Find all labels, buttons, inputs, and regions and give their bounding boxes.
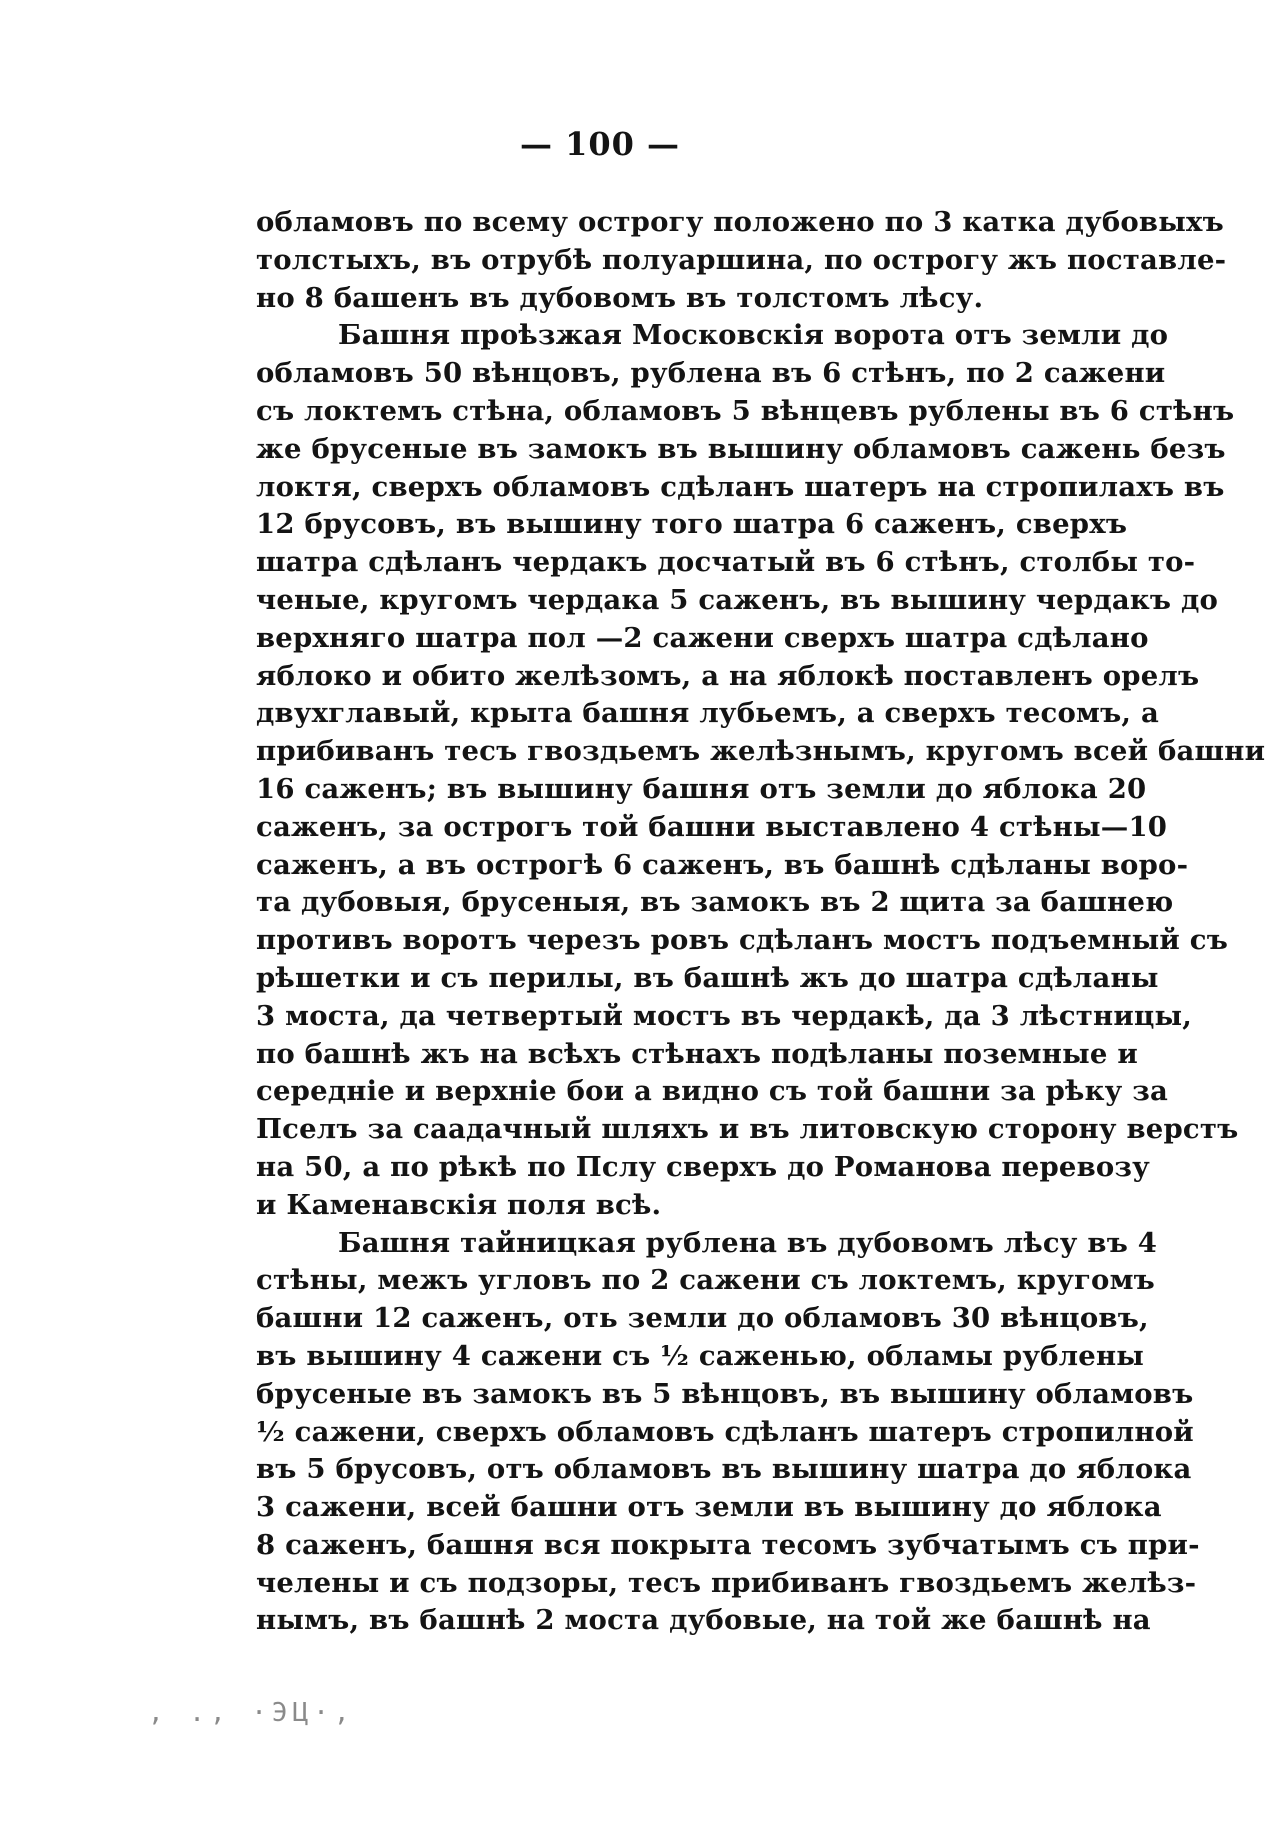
text-line: 8 саженъ, башня вся покрыта тесомъ зубчатымъ съ при- — [256, 1528, 1200, 1561]
text-line: въ вышину 4 сажени съ ½ саженью, обламы рублены — [256, 1339, 1145, 1372]
text-line: обламовъ 50 вѣнцовъ, рублена въ 6 стѣнъ, по 2 сажени — [256, 357, 1166, 390]
text-line: прибиванъ тесъ гвоздьемъ желѣзнымъ, кругомъ всей башни — [256, 735, 1265, 768]
text-line: противъ воротъ черезъ ровъ сдѣланъ мостъ подъемный съ — [256, 924, 1229, 957]
text-line: обламовъ по всему острогу положено по 3 катка дубовыхъ — [256, 206, 1224, 238]
text-line: саженъ, а въ острогѣ 6 саженъ, въ башнѣ сдѣланы воро- — [256, 848, 1189, 881]
text-line: 3 моста, да четвертый мостъ въ чердакѣ, да 3 лѣстницы, — [256, 999, 1193, 1032]
text-line: ½ сажени, сверхъ обламовъ сдѣланъ шатеръ стропилной — [256, 1415, 1194, 1448]
text-line: саженъ, за острогъ той башни выставлено 4 стѣны—10 — [256, 810, 1168, 843]
text-line: яблоко и обито желѣзомъ, а на яблокѣ поставленъ орелъ — [256, 659, 1200, 692]
text-line: двухглавый, крыта башня лубьемъ, а сверхъ тесомъ, а — [256, 697, 1159, 730]
text-line: шатра сдѣланъ чердакъ досчатый въ 6 стѣнъ, столбы то- — [256, 546, 1196, 579]
text-line: верхняго шатра пол —2 сажени сверхъ шатра сдѣлано — [256, 621, 1149, 654]
text-line: Пселъ за саадачный шляхъ и въ литовскую сторону верстъ — [256, 1113, 1239, 1146]
text-line: локтя, сверхъ обламовъ сдѣланъ шатеръ на стропилахъ въ — [256, 470, 1225, 503]
text-line: ченые, кругомъ чердака 5 саженъ, въ вышину чердакъ до — [256, 583, 1219, 616]
text-line: съ локтемъ стѣна, обламовъ 5 вѣнцевъ рублены въ 6 стѣнъ — [256, 394, 1235, 427]
text-line: по башнѣ жъ на всѣхъ стѣнахъ подѣланы поземные и — [256, 1037, 1138, 1070]
text-line: нымъ, въ башнѣ 2 моста дубовые, на той же башнѣ на — [256, 1604, 1151, 1637]
text-line: 16 саженъ; въ вышину башня отъ земли до яблока 20 — [256, 772, 1147, 805]
text-line: на 50, а по рѣкѣ по Пслу сверхъ до Романова перевозу — [256, 1150, 1150, 1183]
text-line: толстыхъ, въ отрубѣ полуаршина, по острогу жъ поставле- — [256, 243, 1227, 276]
text-line: стѣны, межъ угловъ по 2 сажени съ локтемъ, кругомъ — [256, 1264, 1155, 1297]
text-line: 3 сажени, всей башни отъ земли въ вышину до яблока — [256, 1491, 1162, 1524]
text-line: брусеные въ замокъ въ 5 вѣнцовъ, въ вышину обламовъ — [256, 1377, 1194, 1410]
paragraph-start-line: Башня тайницкая рублена въ дубовомъ лѣсу въ 4 — [338, 1226, 1158, 1259]
text-line: въ 5 брусовъ, отъ обламовъ въ вышину шатра до яблока — [256, 1453, 1192, 1486]
text-line: башни 12 саженъ, оть земли до обламовъ 30 вѣнцовъ, — [256, 1302, 1149, 1335]
page-number: — 100 — — [519, 125, 681, 163]
text-line: же брусеные въ замокъ въ вышину обламовъ сажень безъ — [256, 432, 1226, 465]
text-line: 12 брусовъ, въ вышину того шатра 6 саженъ, сверхъ — [256, 508, 1128, 541]
paragraph-start-line: Башня проѣзжая Московскія ворота отъ земли до — [338, 319, 1169, 352]
text-line: но 8 башенъ въ дубовомъ въ толстомъ лѣсу. — [256, 281, 984, 314]
text-line: рѣшетки и съ перилы, въ башнѣ жъ до шатра сдѣланы — [256, 961, 1159, 994]
text-line: та дубовыя, брусеныя, въ замокъ въ 2 щита за башнею — [256, 886, 1174, 919]
bottom-page-mark: ‚ ., ·ЭЦ·, — [148, 1698, 355, 1728]
text-line: и Каменавскія поля всѣ. — [256, 1188, 662, 1221]
text-body — [256, 204, 1265, 1640]
text-line: челены и съ подзоры, тесъ прибиванъ гвоздьемъ желѣз- — [256, 1566, 1197, 1599]
text-line: середніе и верхніе бои а видно съ той башни за рѣку за — [256, 1075, 1169, 1108]
